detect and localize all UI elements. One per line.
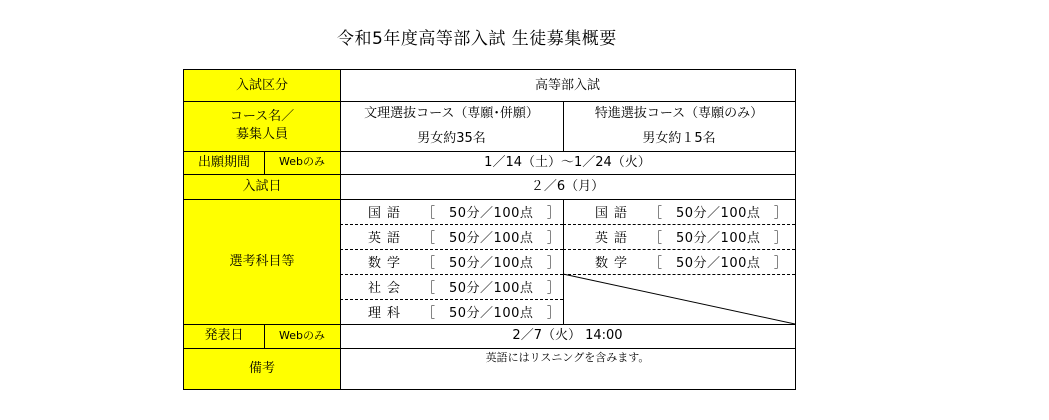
course1-subject-name: 国語 [368, 206, 407, 221]
label-category [184, 70, 340, 101]
course1-subject-detail: ［ 50分／100点 ］ [422, 306, 561, 321]
row-divider [184, 324, 795, 325]
label-application-method [264, 151, 340, 174]
subject-separator [340, 249, 563, 250]
subject-separator [563, 274, 795, 275]
subject-separator [563, 249, 795, 250]
course1-subject-name: 英語 [368, 231, 407, 246]
label-course-line2: 募集人員 [235, 127, 288, 142]
label-exam-date [184, 174, 340, 199]
course2-quota-text: 男女約１5名 [642, 130, 716, 146]
value-exam-date-text: ２／6（月） [530, 178, 605, 194]
course2-subject-row [595, 224, 787, 249]
row-divider [184, 151, 795, 152]
course2-name [563, 101, 795, 126]
course1-subject-row [368, 299, 560, 324]
row-divider [184, 174, 795, 175]
course1-subject-row [368, 224, 560, 249]
course1-subject-name: 数学 [368, 256, 407, 271]
label-application-text: 出願期間 [197, 154, 250, 170]
value-announcement [340, 324, 795, 348]
course2-quota [563, 126, 795, 151]
label-course [184, 101, 340, 151]
row-divider [184, 348, 795, 349]
label-subjects [184, 199, 340, 324]
subject-separator [340, 274, 563, 275]
course1-subject-row [368, 199, 560, 224]
value-remarks-text: 英語にはリスニングを含みます。 [485, 350, 650, 364]
course1-quota [340, 126, 563, 151]
value-category-text: 高等部入試 [534, 77, 600, 93]
course1-subject-detail: ［ 50分／100点 ］ [422, 231, 561, 246]
course2-subject-detail: ［ 50分／100点 ］ [649, 256, 788, 271]
value-exam-date [340, 174, 795, 199]
document-title: 令和5年度高等部入試 生徒募集概要 [337, 29, 617, 49]
course2-subject-row [595, 249, 787, 274]
course1-subject-row [368, 274, 560, 299]
label-announcement-text: 発表日 [204, 328, 244, 344]
course1-quota-text: 男女約35名 [417, 130, 486, 146]
label-application-method-text: Webのみ [279, 155, 325, 169]
empty-cell-diagonal [563, 274, 795, 324]
label-remarks-text: 備考 [248, 360, 275, 376]
label-announcement [184, 324, 264, 348]
label-announcement-method [264, 324, 340, 348]
column-divider [563, 101, 564, 151]
column-divider [340, 70, 341, 389]
column-divider [264, 151, 265, 174]
value-remarks [340, 348, 795, 368]
subject-separator [563, 224, 795, 225]
value-application-text: 1／14（土）～1／24（火） [484, 154, 651, 170]
recruitment-summary-table [183, 69, 796, 390]
column-divider [264, 324, 265, 348]
label-announcement-method-text: Webのみ [279, 328, 325, 342]
course2-subject-row [595, 199, 787, 224]
course1-name [340, 101, 563, 126]
value-application [340, 151, 795, 174]
label-application [184, 151, 264, 174]
label-subjects-text: 選考科目等 [229, 253, 295, 269]
value-category [340, 70, 795, 101]
course1-name-text: 文理選抜コース（専願･併願） [364, 105, 539, 121]
course2-subject-detail: ［ 50分／100点 ］ [649, 206, 788, 221]
course2-name-text: 特進選抜コース（専願のみ） [594, 105, 764, 121]
course2-subject-name: 英語 [595, 231, 634, 246]
label-remarks [184, 348, 340, 389]
course2-subject-name: 国語 [595, 206, 634, 221]
course2-subject-detail: ［ 50分／100点 ］ [649, 231, 788, 246]
course1-subject-detail: ［ 50分／100点 ］ [422, 206, 561, 221]
course1-subject-name: 理科 [368, 306, 407, 321]
label-exam-date-text: 入試日 [242, 178, 282, 194]
column-divider [563, 199, 564, 324]
subject-separator [340, 224, 563, 225]
label-category-text: 入試区分 [235, 77, 288, 93]
label-course-line1: コース名／ [229, 109, 295, 125]
subject-separator [340, 299, 563, 300]
value-announcement-text: 2／7（火） 14:00 [512, 328, 623, 344]
course1-subject-detail: ［ 50分／100点 ］ [422, 256, 561, 271]
course1-subject-name: 社会 [368, 281, 407, 296]
row-divider [184, 101, 795, 102]
course1-subject-detail: ［ 50分／100点 ］ [422, 281, 561, 296]
course1-subject-row [368, 249, 560, 274]
row-divider [184, 199, 795, 200]
course2-subject-name: 数学 [595, 256, 634, 271]
